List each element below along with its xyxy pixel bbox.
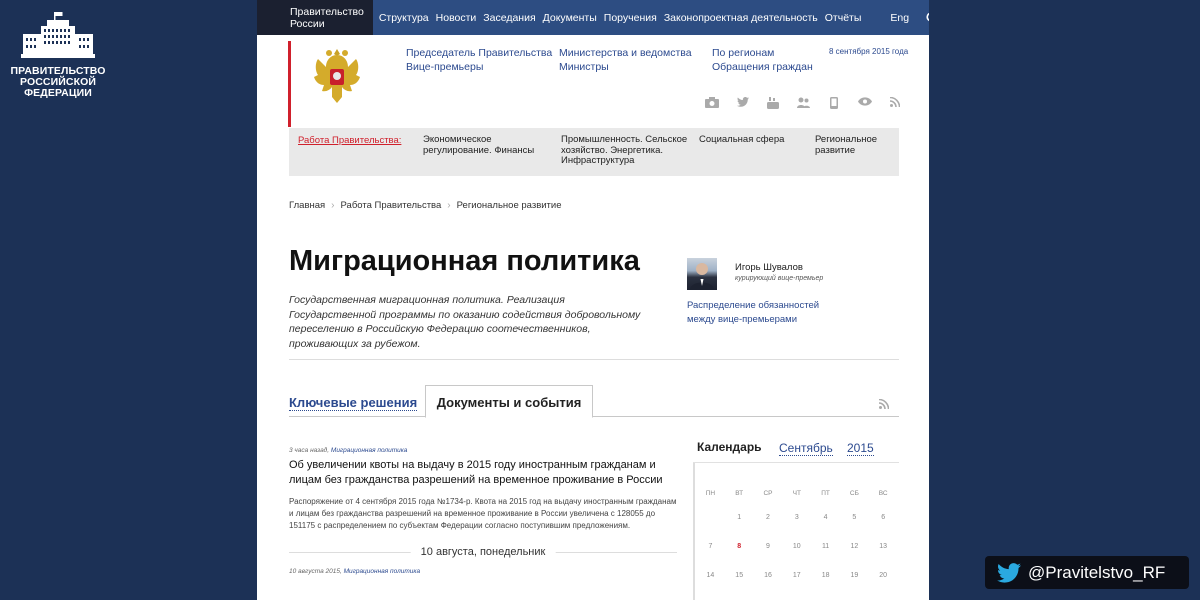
calendar-day[interactable]: 12 [850, 543, 859, 550]
calendar-day[interactable]: 13 [879, 543, 888, 550]
curator-role: курирующий вице-премьер [735, 275, 824, 282]
calendar-month-select[interactable]: Сентябрь [779, 441, 833, 455]
calendar-weekday: СБ [849, 490, 859, 497]
calendar-day[interactable]: 3 [794, 514, 799, 521]
twitter-icon[interactable] [728, 97, 759, 109]
calendar-day[interactable]: 17 [792, 572, 801, 579]
mobile-icon[interactable] [819, 97, 850, 109]
calendar-day[interactable]: 8 [737, 543, 742, 550]
calendar-day[interactable]: 15 [735, 572, 744, 579]
community-icon[interactable] [789, 97, 820, 109]
language-switch[interactable]: Eng [890, 11, 910, 24]
calendar-day[interactable]: 18 [821, 572, 830, 579]
calendar-day[interactable]: 20 [879, 572, 888, 579]
calendar-day[interactable]: 4 [823, 514, 828, 521]
calendar-day[interactable]: 19 [850, 572, 859, 579]
nav-link-news[interactable]: Новости [435, 11, 477, 24]
avatar[interactable] [687, 258, 717, 290]
accent-bar [288, 41, 291, 127]
calendar-border [693, 463, 695, 600]
nav-home-link[interactable] [257, 0, 373, 35]
calendar-weekday: СР [763, 490, 773, 497]
calendar [693, 436, 899, 579]
calendar-year-select[interactable]: 2015 [847, 441, 874, 455]
top-navigation [257, 0, 929, 35]
calendar-empty-cell [696, 513, 725, 542]
photo-icon[interactable] [697, 97, 728, 109]
day-separator [289, 546, 677, 558]
search-icon[interactable] [926, 12, 929, 24]
calendar-title: Календарь [697, 440, 762, 454]
twitter-handle-text: @Pravitelstvo_RF [1028, 562, 1166, 582]
rss-icon[interactable] [880, 97, 911, 109]
calendar-weekday: ВТ [735, 490, 744, 497]
calendar-weekday: ЧТ [792, 490, 801, 497]
header-link-ministries[interactable]: Министерства и ведомства [559, 47, 692, 59]
main-page [257, 0, 929, 600]
news-category-link[interactable]: Миграционная политика [343, 568, 421, 575]
nav-link-reports[interactable]: Отчёты [824, 11, 862, 24]
news-category-link[interactable]: Миграционная политика [330, 447, 408, 454]
header-link-vice-premiers[interactable]: Вице-премьеры [406, 61, 484, 73]
header-links-col3 [712, 46, 813, 74]
header-link-appeals[interactable]: Обращения граждан [712, 61, 813, 73]
news-time: 3 часа назад, [289, 447, 330, 454]
header-link-chairman[interactable]: Председатель Правительства [406, 47, 553, 59]
calendar-header [693, 436, 899, 463]
tab-key-decisions[interactable]: Ключевые решения [289, 395, 418, 410]
workbar-item-economy[interactable]: Экономическое регулирование. Финансы [423, 134, 535, 156]
brand-text [0, 66, 116, 99]
coat-of-arms-icon[interactable] [312, 45, 362, 112]
news-meta [289, 568, 677, 575]
calendar-weekday: ВС [878, 490, 888, 497]
site-header [257, 35, 929, 128]
workbar-item-social[interactable]: Социальная сфера [699, 134, 785, 145]
eye-icon[interactable] [850, 97, 881, 109]
news-meta [289, 447, 677, 454]
nav-link-instructions[interactable]: Поручения [603, 11, 657, 24]
calendar-day[interactable]: 1 [737, 514, 742, 521]
twitter-icon [997, 563, 1021, 583]
calendar-grid [696, 489, 898, 600]
nav-link-structure[interactable]: Структура [378, 11, 429, 24]
curator-name[interactable]: Игорь Шувалов [735, 262, 803, 273]
header-links-col1 [406, 46, 552, 74]
chevron-right-icon: › [331, 200, 335, 211]
calendar-day[interactable]: 14 [706, 572, 715, 579]
header-link-regions[interactable]: По регионам [712, 47, 775, 59]
brand-line: ФЕДЕРАЦИИ [24, 87, 92, 99]
brand-line: РОССИЙСКОЙ [20, 76, 96, 88]
news-title[interactable]: Об увеличении квоты на выдачу в 2015 году иностранным гражданам и лицам без гражданства разрешений на временное проживание в России [289, 459, 663, 486]
breadcrumb [289, 200, 561, 211]
breadcrumb-government-work[interactable]: Работа Правительства [340, 200, 442, 211]
news-body: Распоряжение от 4 сентября 2015 года №1734-р. Квота на 2015 год на выдачу иностранным гражданам и лицам без гражданства разрешений на временное проживание в России увеличена с 128055 до 151175 с распределением по субъектам Федерации согласно поступившим предложениям. [289, 497, 677, 530]
nav-link-legislation[interactable]: Законопроектная деятельность [663, 11, 818, 24]
workbar-item-industry[interactable]: Промышленность. Сельское хозяйство. Энергетика. Инфраструктура [561, 134, 688, 166]
news-time: 10 августа 2015, [289, 568, 342, 575]
calendar-day[interactable]: 11 [821, 543, 830, 550]
calendar-day[interactable]: 9 [766, 543, 770, 550]
calendar-day[interactable]: 16 [764, 572, 772, 579]
page-description: Государственная миграционная политика. Реализация Государственной программы по оказанию содействия добровольному переселению в Российскую Федерацию соотечественников, проживающих за рубежом. [289, 294, 641, 350]
content-tabs [289, 385, 899, 417]
duties-link-line: между вице-премьерами [687, 314, 798, 325]
government-work-label[interactable]: Работа Правительства: [298, 135, 402, 146]
government-work-bar [289, 128, 899, 176]
duties-link[interactable] [687, 299, 819, 327]
calendar-weekday: ПН [705, 490, 716, 497]
nav-link-documents[interactable]: Документы [542, 11, 597, 24]
calendar-weekday: ПТ [821, 490, 830, 497]
white-house-logo-icon [19, 10, 97, 60]
section-divider [289, 359, 899, 360]
brand-line: ПРАВИТЕЛЬСТВО [10, 65, 106, 77]
calendar-day[interactable]: 6 [881, 514, 886, 521]
tab-documents-events[interactable]: Документы и события [425, 385, 593, 418]
calendar-day[interactable]: 10 [792, 543, 801, 550]
header-links-col2 [559, 46, 692, 74]
calendar-day[interactable]: 2 [766, 514, 770, 521]
calendar-day[interactable]: 5 [852, 514, 857, 521]
rss-icon[interactable] [879, 396, 889, 414]
nav-links [379, 12, 869, 24]
news-feed [289, 447, 677, 575]
chevron-right-icon: › [447, 200, 451, 211]
page-title: Миграционная политика [289, 245, 640, 277]
current-date: 8 сентября 2015 года [829, 47, 909, 56]
nav-link-meetings[interactable]: Заседания [483, 11, 536, 24]
nav-home-label: Правительство России [290, 5, 364, 30]
youtube-icon[interactable] [758, 97, 789, 109]
workbar-item-regional[interactable]: Региональное развитие [815, 134, 878, 156]
duties-link-line: Распределение обязанностей [687, 300, 820, 311]
government-brand[interactable] [0, 10, 116, 99]
day-separator-label: 10 августа, понедельник [411, 546, 556, 558]
calendar-day[interactable]: 7 [708, 543, 713, 550]
breadcrumb-regional[interactable]: Региональное развитие [456, 200, 562, 211]
header-social-icons [697, 97, 911, 109]
twitter-handle-badge[interactable] [985, 556, 1189, 589]
header-link-ministers[interactable]: Министры [559, 61, 609, 73]
breadcrumb-home[interactable]: Главная [289, 200, 326, 211]
